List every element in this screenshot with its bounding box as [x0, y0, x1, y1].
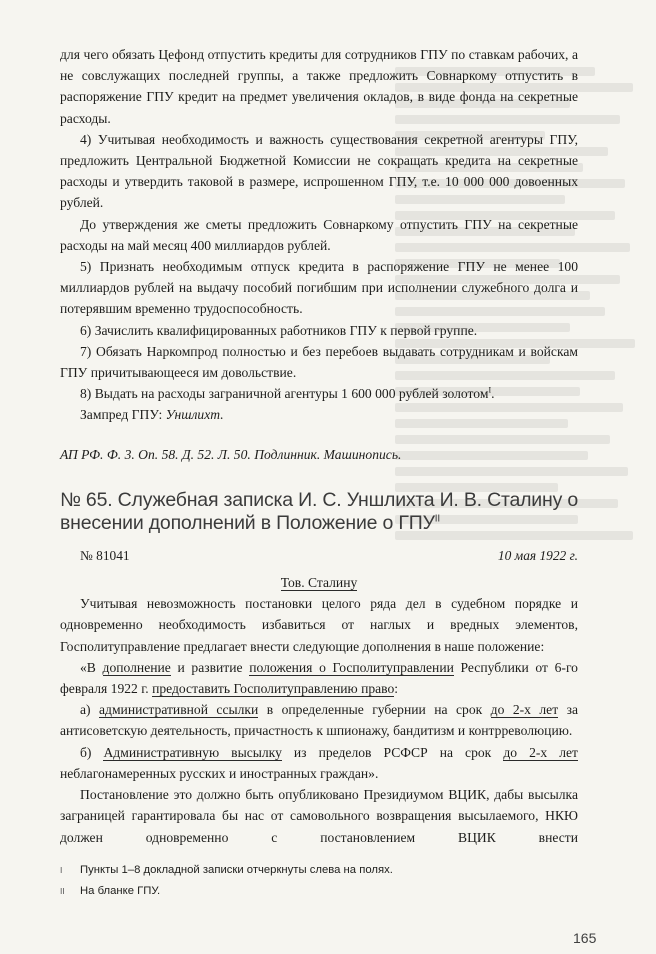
paragraph-publication: Постановление это должно быть опубликовано Президиумом ВЦИК, дабы высылка заграницей гарантировала бы нас от самовольного возвращения высылаемого, НКЮ должен одновременно с постановлением ВЦИК внести — [60, 787, 578, 845]
footnote-text: На бланке ГПУ. — [80, 885, 161, 897]
footnote-mark: I — [60, 865, 63, 875]
addressee — [60, 572, 578, 593]
archive-reference: АП РФ. Ф. 3. Оп. 58. Д. 52. Л. 50. Подлинник. Машинопись. — [60, 446, 402, 462]
page-number: 165 — [573, 930, 597, 946]
item-text: а) — [80, 702, 99, 718]
footnote — [60, 881, 578, 902]
document-meta — [60, 545, 578, 566]
document-number: № 81041 — [80, 547, 130, 563]
item-text: в определенные губернии на срок — [258, 702, 491, 718]
footnotes — [60, 860, 578, 902]
footnote — [60, 860, 578, 881]
footnote-marker-i: I — [488, 385, 492, 395]
document-title — [60, 489, 578, 535]
paragraph-point-5: 5) Признать необходимым отпуск кредита в распоряжение ГПУ не менее 100 миллиардов рублей на выдачу пособий погибшим при исполнении служебного долга и потерявшим временно трудоспособность. — [60, 259, 578, 317]
paragraph-point-6: 6) Зачислить квалифицированных работников ГПУ к первой группе. — [80, 322, 478, 338]
page-body — [60, 44, 578, 848]
signature-name: Уншлихт. — [165, 407, 224, 423]
quote-text: и развитие — [170, 659, 250, 675]
signature — [60, 404, 578, 425]
item-text: за антисоветскую деятельность, причастность к шпионажу, бандитизм и контрреволюцию. — [60, 702, 578, 739]
item-text: из пределов РСФСР на срок — [281, 744, 504, 760]
document-title-text: № 65. Служебная записка И. С. Уншлихта И. В. Сталину о внесении дополнений в Положение о ГПУ — [60, 488, 578, 534]
footnote-mark: II — [60, 886, 65, 896]
footnote-text: Пункты 1–8 докладной записки отчеркнуты слева на полях. — [80, 864, 393, 876]
paragraph-estimate: До утверждения же сметы предложить Совнаркому отпустить ГПУ на секретные расходы на май месяц 400 миллиардов рублей. — [60, 216, 578, 253]
quote-text: : — [394, 681, 399, 697]
paragraph-point-8: 8) Выдать на расходы заграничной агентуры 1 600 000 рублей золотом$^I$. — [80, 385, 495, 402]
point-8-text: 8) Выдать на расходы заграничной агентуры 1 600 000 рублей золотом — [80, 386, 489, 402]
paragraph-point-7: 7) Обязать Наркомпрод полностью и без перебоев выдавать сотрудникам и войскам ГПУ причитывающееся им довольствие. — [60, 343, 578, 381]
footnote-marker-ii: II — [434, 513, 440, 525]
item-text: б) — [80, 744, 104, 760]
underlined-text: до 2-х лет — [490, 702, 559, 718]
document-date: 10 мая 1922 г. — [497, 547, 578, 563]
paragraph-item-a — [60, 699, 578, 741]
quote-text: «В — [80, 659, 103, 675]
quote-text: Республики от 6-го февраля 1922 г. — [60, 659, 578, 697]
underlined-text: до 2-х лет — [503, 744, 578, 760]
paragraph-quote — [60, 657, 578, 699]
paragraph-intro: Учитывая невозможность постановки целого ряда дел в судебном порядке и одновременно необходимость избавиться от наглых и вредных элементов, Госполитуправление предлагает внести следующие дополнения в наше положение: — [60, 596, 578, 654]
paragraph-point-4: 4) Учитывая необходимость и важность существования секретной агентуры ГПУ, предложить Центральной Бюджетной Комиссии не сокращать кредита на секретные расходы и утвердить таковой в размере, испрошенном ГПУ, т.е. 10 000 000 довоенных рублей. — [60, 131, 578, 211]
underlined-text: дополнение — [102, 659, 171, 675]
underlined-text: Административную высылку — [103, 744, 282, 760]
underlined-text: положения о Госполитуправлении — [249, 659, 454, 675]
item-text: неблагонамеренных русских и иностранных граждан». — [60, 765, 379, 781]
paragraph-funding: для чего обязать Цефонд отпустить кредиты для сотрудников ГПУ по ставкам рабочих, а не совслужащих последней группы, а также предложить Совнаркому отпустить в распоряжение ГПУ кредит на предмет увеличения окладов, в виде фонда на секретные расходы. — [60, 47, 578, 126]
paragraph-item-b — [60, 742, 578, 784]
underlined-text: предоставить Госполитуправлению право — [152, 681, 395, 697]
addressee-text: Тов. Сталину — [280, 575, 358, 591]
underlined-text: административной ссылки — [99, 702, 259, 718]
signature-role: Зампред ГПУ: — [80, 407, 166, 423]
